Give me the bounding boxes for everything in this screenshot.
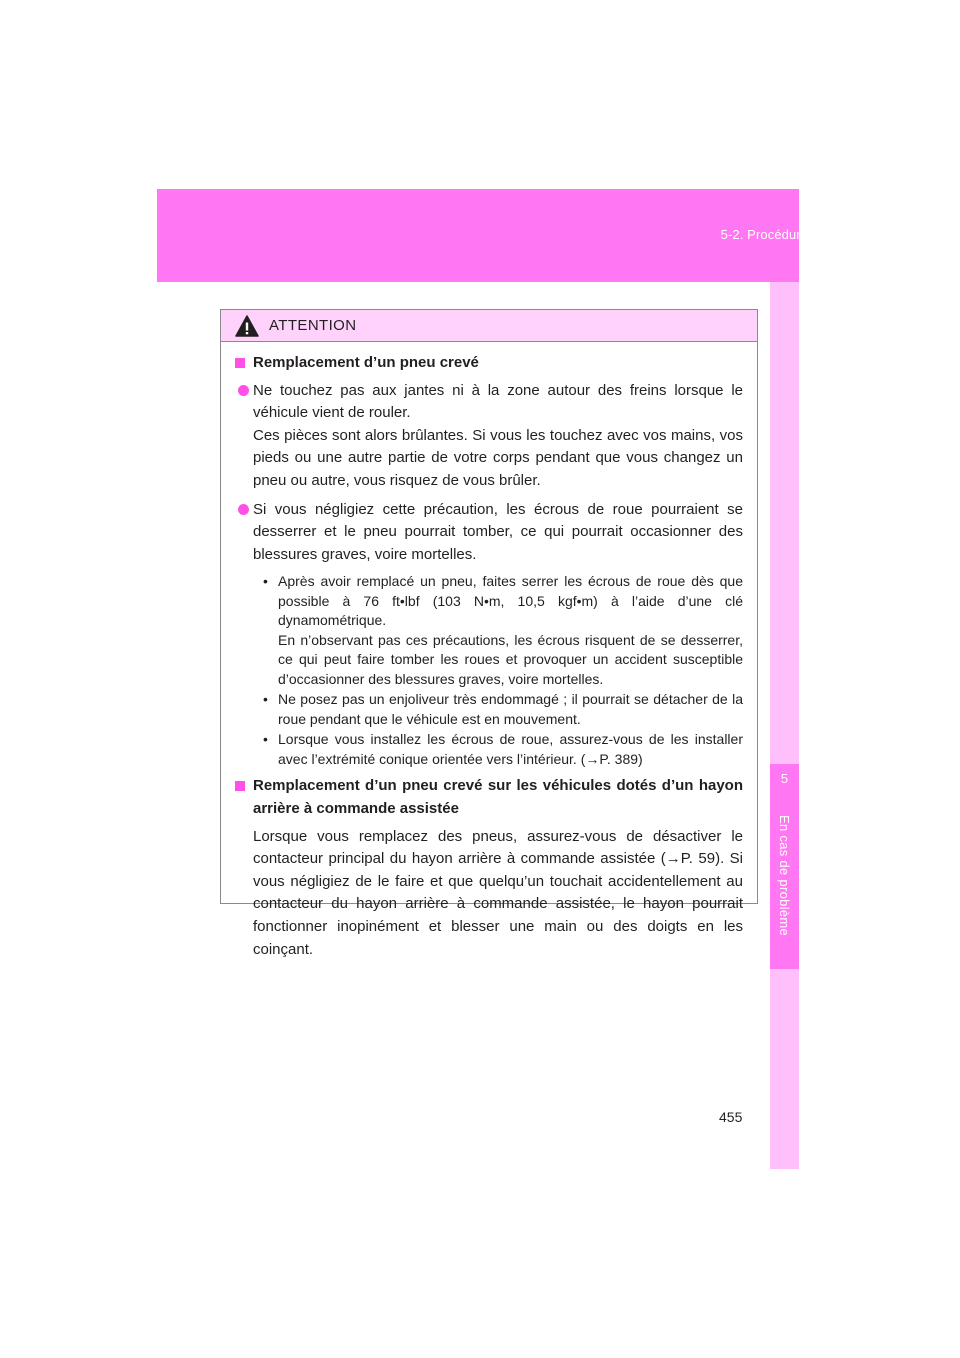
list-item-text: Ne posez pas un enjoliveur très endommagé ; il pourrait se détacher de la roue pendant que le véhicule est en mouvement.	[278, 691, 743, 727]
caution-header	[221, 310, 757, 342]
caution-body	[221, 342, 757, 961]
section-heading-flat-tire	[235, 352, 743, 375]
chapter-title-text: En cas de problème	[777, 814, 792, 936]
list-item-text: Lorsque vous installez les écrous de roue, assurez-vous de les installer avec l’extrémité conique orientée vers l’intérieur. (→P. 389)	[278, 731, 743, 767]
square-bullet-icon	[235, 358, 245, 368]
square-bullet-icon	[235, 781, 245, 791]
caution-box	[220, 309, 758, 958]
list-item	[253, 730, 743, 769]
dot-bullet-icon: •	[263, 691, 268, 708]
dot-bullet-icon: •	[263, 573, 268, 590]
chapter-title	[770, 790, 799, 960]
page-number: 455	[719, 1109, 743, 1125]
list-item-text: En n’observant pas ces précautions, les écrous risquent de se desserrer, ce qui peut faire tomber les roues et provoquer un accident susceptible d’occasionner des blessures graves, voire mortelles.	[278, 631, 743, 687]
circle-bullet-icon	[238, 385, 249, 396]
caution-title: ATTENTION	[269, 317, 357, 334]
section-heading-text: Remplacement d’un pneu crevé sur les véhicules dotés d’un hayon arrière à commande assistée	[253, 777, 743, 817]
caution-item-text: Ces pièces sont alors brûlantes. Si vous les touchez avec vos mains, vos pieds ou une autre partie de votre corps pendant que vous changez un pneu ou autre, vous risquez de vous brûler.	[253, 426, 743, 489]
header-band	[157, 189, 799, 282]
caution-item-text: Ne touchez pas aux jantes ni à la zone autour des freins lorsque le véhicule vient de rouler.	[253, 381, 743, 422]
caution-item	[235, 380, 743, 493]
circle-bullet-icon	[238, 504, 249, 515]
warning-triangle-icon	[235, 315, 259, 337]
caution-item-text: Si vous négligiez cette précaution, les écrous de roue pourraient se desserrer et le pneu pourrait tomber, ce qui pourrait occasionner des blessures graves, voire mortelles.	[253, 500, 743, 563]
list-item	[253, 690, 743, 729]
list-item	[253, 572, 743, 689]
side-tab	[770, 282, 799, 1169]
list-item-text: Après avoir remplacé un pneu, faites serrer les écrous de roue dès que possible à 76 ft•lbf (103 N•m, 10,5 kgf•m) à l’aide d’une clé dynamométrique.	[278, 573, 743, 629]
caution-paragraph: Lorsque vous remplacez des pneus, assurez-vous de désactiver le contacteur principal du hayon arrière à commande assistée (→P. 59). Si vous négligiez de le faire et que quelqu’un touchait accidentellement au contacteur du hayon arrière à commande assistée, le hayon pourrait fonctionner inopinément et blesser une main ou des doigts en les coinçant.	[253, 827, 743, 958]
caution-item	[235, 499, 743, 567]
dot-bullet-icon: •	[263, 731, 268, 748]
section-heading-text: Remplacement d’un pneu crevé	[253, 354, 479, 371]
section-title: 5-2. Procédures en cas d’urgence	[720, 227, 919, 242]
chapter-number: 5	[780, 771, 789, 786]
section-heading-power-tailgate	[235, 775, 743, 820]
sub-item-list	[235, 572, 743, 769]
